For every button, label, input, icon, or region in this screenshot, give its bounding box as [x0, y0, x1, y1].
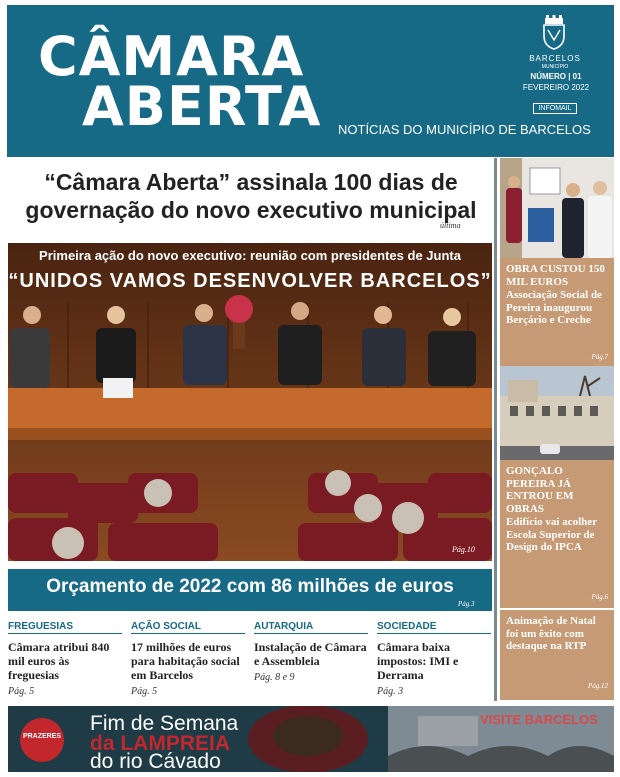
sidebar-photo-building [500, 366, 614, 460]
section-label: FREGUESIAS [8, 621, 122, 634]
ad-line3: do rio Cávado [90, 750, 221, 773]
newspaper-title-line2: ABERTA [82, 75, 322, 138]
sidebar-story-body: Associação Social de Pereira inaugurou Berçário e Creche [506, 289, 602, 326]
brand-name: BARCELOS [529, 54, 581, 63]
ad-line1: Fim de Semana [90, 712, 239, 735]
photo-kicker: Primeira ação do novo executivo: reunião com presidentes de Junta [39, 248, 461, 263]
sidebar-story-creche[interactable] [500, 258, 614, 366]
section-headline: 17 milhões de euros para habitação social em Barcelos [131, 640, 240, 682]
ad-line2: da LAMPREIA [90, 732, 231, 755]
section-page-ref: Pág. 5 [8, 686, 35, 697]
section-label: SOCIEDADE [377, 621, 491, 634]
newspaper-subtitle: NOTÍCIAS DO MUNICÍPIO DE BARCELOS [338, 122, 591, 137]
sidebar-story-page: Pág.12 [587, 682, 608, 690]
sidebar-story-body: Animação de Natal foi um êxito com destaque na RTP [506, 615, 596, 652]
issue-date: FEVEREIRO 2022 [522, 83, 590, 92]
sidebar-story-body: Edifício vai acolher Escola Superior de Design do IPCA [506, 516, 597, 553]
sidebar-story-works[interactable] [500, 460, 614, 608]
ad-visit-link[interactable]: VISITE BARCELOS [480, 712, 598, 727]
section-headline: Câmara atribui 840 mil euros às freguesias [8, 640, 110, 682]
section-page-ref: Pág. 3 [377, 686, 404, 697]
section-label: AÇÃO SOCIAL [131, 621, 245, 634]
sidebar-story-title: OBRA CUSTOU 150 MIL EUROS [506, 263, 605, 288]
sidebar-story-page: Pág.6 [591, 593, 608, 601]
lead-headline[interactable]: “Câmara Aberta” assinala 100 dias de governação do novo executivo municipal [25, 169, 477, 223]
section-headline: Instalação de Câmara e Assembleia [254, 640, 367, 668]
infomail-badge: INFOMAIL [533, 103, 577, 114]
ad-logo-text: PRAZERES [22, 733, 62, 740]
section-sociedade[interactable] [377, 621, 491, 697]
column-divider [494, 158, 497, 701]
section-freguesias[interactable] [8, 621, 122, 697]
sidebar-story-title: GONÇALO PEREIRA JÁ ENTROU EM OBRAS [506, 465, 574, 515]
sidebar-photo-inauguration [500, 158, 614, 258]
section-label: AUTARQUIA [254, 621, 368, 634]
ad-logo-icon [20, 718, 64, 762]
section-page-ref: Pág. 8 e 9 [254, 672, 295, 683]
issue-number: NÚMERO | 01 [530, 72, 582, 81]
lead-headline-page: última [440, 221, 461, 230]
sidebar-story-page: Pág.7 [591, 353, 608, 361]
section-acao-social[interactable] [131, 621, 245, 697]
municipal-crest-icon [536, 14, 572, 50]
section-headline: Câmara baixa impostos: IMI e Derrama [377, 640, 459, 682]
budget-headline[interactable]: Orçamento de 2022 com 86 milhões de euros [46, 576, 454, 597]
newspaper-title-line1: CÂMARA [38, 25, 305, 88]
photo-page-ref: Pág.10 [452, 545, 475, 554]
sidebar-story-christmas[interactable] [500, 610, 614, 700]
section-page-ref: Pág. 5 [131, 686, 158, 697]
budget-page-ref: Pág.3 [458, 600, 475, 608]
section-autarquia[interactable] [254, 621, 368, 683]
brand-subtitle: MUNICÍPIO [541, 64, 569, 70]
photo-quote-headline[interactable]: “UNIDOS VAMOS DESENVOLVER BARCELOS” [8, 270, 492, 292]
